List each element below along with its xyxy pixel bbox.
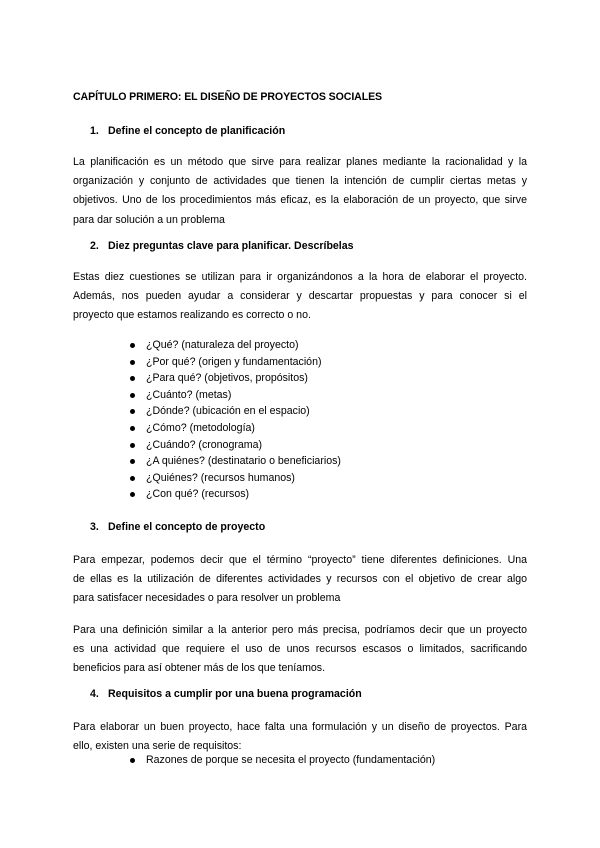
section-heading-text: Diez preguntas clave para planificar. Descríbelas — [108, 240, 354, 252]
list-item-text: ¿A quiénes? (destinatario o beneficiarios) — [146, 455, 341, 468]
list-item-text: ¿Cuándo? (cronograma) — [146, 438, 262, 451]
bullet-icon — [130, 459, 135, 464]
paragraph-line: organización y conjunto de actividades que tienen la intención de cumplir ciertas metas y — [73, 175, 527, 188]
bullet-icon — [130, 409, 135, 414]
bullet-icon — [130, 476, 135, 481]
paragraph-line: Para una definición similar a la anterior pero más precisa, podríamos decir que un proyecto — [73, 624, 527, 636]
paragraph-line: beneficios para así obtener más de los que teníamos. — [73, 662, 326, 675]
paragraph-line: de ellas es la utilización de diferentes actividades y recursos con el objetivo de crear algo — [73, 573, 527, 586]
section-1-heading — [90, 125, 285, 137]
chapter-title: CAPÍTULO PRIMERO: EL DISEÑO DE PROYECTOS SOCIALES — [73, 91, 383, 103]
list-item-text: ¿Con qué? (recursos) — [146, 488, 250, 501]
paragraph-line: para satisfacer necesidades o para resolver un problema — [73, 592, 341, 605]
section-3-heading — [90, 521, 265, 533]
section-number: 2. — [90, 240, 99, 252]
section-2-heading — [90, 240, 354, 252]
paragraph-line: objetivos. Uno de los procedimientos más eficaz, es la elaboración de un proyecto, que sirve — [73, 194, 527, 207]
section-number: 3. — [90, 521, 99, 533]
bullet-icon — [130, 376, 135, 381]
list-item-text: ¿Cuánto? (metas) — [146, 388, 232, 401]
section-3-paragraph-1 — [73, 551, 527, 609]
bullet-icon — [130, 758, 135, 763]
bullet-icon — [130, 443, 135, 448]
bullet-icon — [130, 393, 135, 398]
paragraph-line: La planificación es un método que sirve para realizar planes mediante la racionalidad y la — [73, 156, 527, 168]
bullet-icon — [130, 492, 135, 497]
section-number: 1. — [90, 125, 99, 137]
paragraph-line: para dar solución a un problema — [73, 213, 225, 226]
paragraph-line: Para empezar, podemos decir que el término “proyecto” tiene diferentes definiciones. Una — [73, 554, 527, 566]
paragraph-line: Además, nos pueden ayudar a considerar y descartar propuestas y para conocer si el — [73, 290, 527, 303]
list-item-text: Razones de porque se necesita el proyecto (fundamentación) — [146, 754, 436, 766]
bullet-icon — [130, 360, 135, 365]
list-item-text: ¿Quiénes? (recursos humanos) — [146, 471, 295, 484]
paragraph-line: Estas diez cuestiones se utilizan para ir organizándonos a la hora de elaborar el proyecto. — [73, 271, 527, 283]
section-heading-text: Requisitos a cumplir por una buena programación — [108, 688, 362, 700]
section-heading-text: Define el concepto de proyecto — [108, 521, 266, 533]
paragraph-line: proyecto que estamos realizando es correcto o no. — [73, 309, 311, 322]
paragraph-line: ello, existen una serie de requisitos: — [73, 740, 242, 753]
bullet-icon — [130, 343, 135, 348]
section-4-heading — [90, 688, 362, 700]
paragraph-line: Para elaborar un buen proyecto, hace falta una formulación y un diseño de proyectos. Para — [73, 721, 527, 733]
section-3-paragraph-2 — [73, 621, 527, 679]
section-heading-text: Define el concepto de planificación — [108, 125, 286, 137]
list-item-text: ¿Para qué? (objetivos, propósitos) — [146, 372, 308, 385]
section-1-paragraph — [73, 153, 527, 230]
list-item-text: ¿Cómo? (metodología) — [146, 421, 255, 434]
list-item-text: ¿Por qué? (origen y fundamentación) — [146, 355, 322, 368]
bullet-icon — [130, 426, 135, 431]
paragraph-line: es una actividad que requiere el uso de unos recursos escasos o limitados, sacrificando — [73, 643, 527, 656]
section-number: 4. — [90, 688, 99, 700]
section-2-paragraph — [73, 268, 527, 326]
section-4-paragraph — [73, 718, 527, 756]
list-item-text: ¿Qué? (naturaleza del proyecto) — [146, 339, 299, 351]
list-item-text: ¿Dónde? (ubicación en el espacio) — [146, 405, 310, 418]
